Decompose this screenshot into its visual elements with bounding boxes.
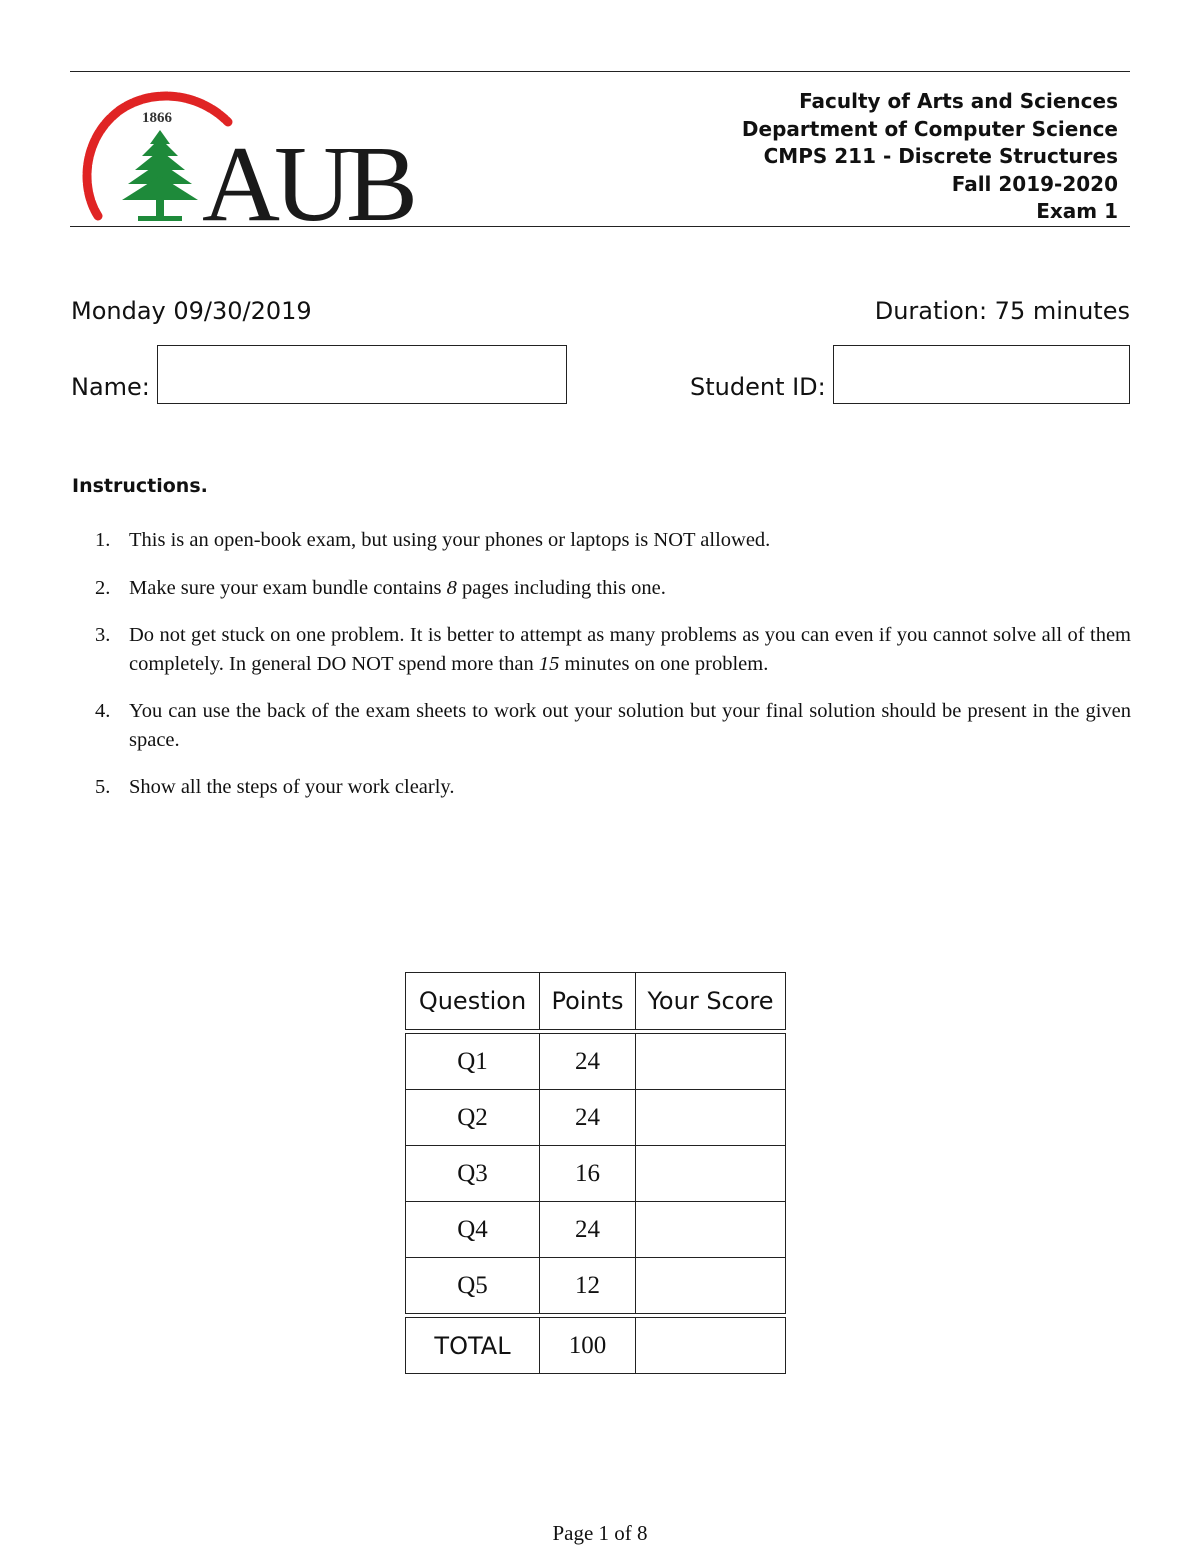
instructions-title: Instructions.	[72, 475, 208, 497]
question-cell: Q5	[406, 1258, 540, 1314]
list-item-number: 5.	[95, 776, 111, 798]
table-row	[406, 1090, 786, 1146]
page-count: 8	[446, 576, 457, 599]
list-item-number: 2.	[95, 576, 111, 599]
course-header	[742, 88, 1118, 226]
list-item-number: 4.	[95, 700, 111, 722]
points-cell: 24	[540, 1202, 636, 1258]
list-item-text: You can use the back of the exam sheets to work out your solution but your final solution should be present in the given space.	[129, 700, 1131, 751]
list-item	[95, 621, 1131, 678]
question-cell: Q2	[406, 1090, 540, 1146]
list-item-text-end: minutes on one problem.	[559, 652, 769, 675]
table-row	[406, 1034, 786, 1090]
logo-text: AUB	[202, 125, 413, 244]
exam-date: Monday 09/30/2019	[71, 297, 312, 325]
name-field[interactable]	[157, 345, 567, 404]
term: Fall 2019-2020	[951, 171, 1118, 196]
minutes-limit: 15	[538, 652, 560, 675]
top-rule	[70, 71, 1130, 72]
list-item	[95, 773, 1131, 802]
page-number: Page 1 of 8	[552, 1521, 648, 1545]
aub-logo	[80, 88, 413, 244]
instructions-list	[95, 526, 1131, 821]
cedar-tree-icon	[122, 130, 198, 221]
faculty-name: Faculty of Arts and Sciences	[799, 89, 1118, 113]
points-cell: 24	[540, 1034, 636, 1090]
total-score-cell[interactable]	[636, 1318, 786, 1374]
list-item-text: Make sure your exam bundle contains	[129, 576, 447, 599]
table-header-row	[406, 973, 786, 1030]
exam-duration: Duration: 75 minutes	[874, 297, 1130, 325]
column-header: Points	[540, 973, 636, 1030]
list-item	[95, 574, 1131, 603]
course-title: CMPS 211 - Discrete Structures	[763, 144, 1118, 168]
question-cell: Q4	[406, 1202, 540, 1258]
name-label: Name:	[71, 373, 150, 401]
department-name: Department of Computer Science	[741, 116, 1118, 141]
score-cell[interactable]	[636, 1090, 786, 1146]
list-item-number: 1.	[95, 529, 111, 551]
list-item	[95, 526, 1131, 555]
list-item-text: This is an open-book exam, but using your phones or laptops is NOT allowed.	[129, 529, 771, 551]
list-item-text-end: pages including this one.	[456, 576, 666, 599]
points-cell: 16	[540, 1146, 636, 1202]
student-id-label: Student ID:	[690, 373, 826, 401]
logo-year: 1866	[142, 110, 172, 126]
table-row	[406, 1146, 786, 1202]
exam-title: Exam 1	[1036, 199, 1118, 223]
table-row	[406, 1258, 786, 1314]
list-item-text: Show all the steps of your work clearly.	[129, 776, 455, 798]
points-cell: 12	[540, 1258, 636, 1314]
total-points: 100	[540, 1318, 636, 1374]
column-header: Question	[406, 973, 540, 1030]
question-cell: Q3	[406, 1146, 540, 1202]
list-item-number: 3.	[95, 624, 111, 646]
score-table	[405, 972, 786, 1374]
list-item	[95, 697, 1131, 754]
score-cell[interactable]	[636, 1258, 786, 1314]
points-cell: 24	[540, 1090, 636, 1146]
column-header: Your Score	[636, 973, 786, 1030]
student-id-field[interactable]	[833, 345, 1130, 404]
score-cell[interactable]	[636, 1146, 786, 1202]
question-cell: Q1	[406, 1034, 540, 1090]
score-cell[interactable]	[636, 1034, 786, 1090]
total-label: TOTAL	[406, 1318, 540, 1374]
total-row	[406, 1318, 786, 1374]
score-cell[interactable]	[636, 1202, 786, 1258]
table-row	[406, 1202, 786, 1258]
list-item-text: Do not get stuck on one problem. It is better to attempt as many problems as you can even if you cannot solve all of them completely. In general DO NOT spend more than	[129, 624, 1131, 675]
